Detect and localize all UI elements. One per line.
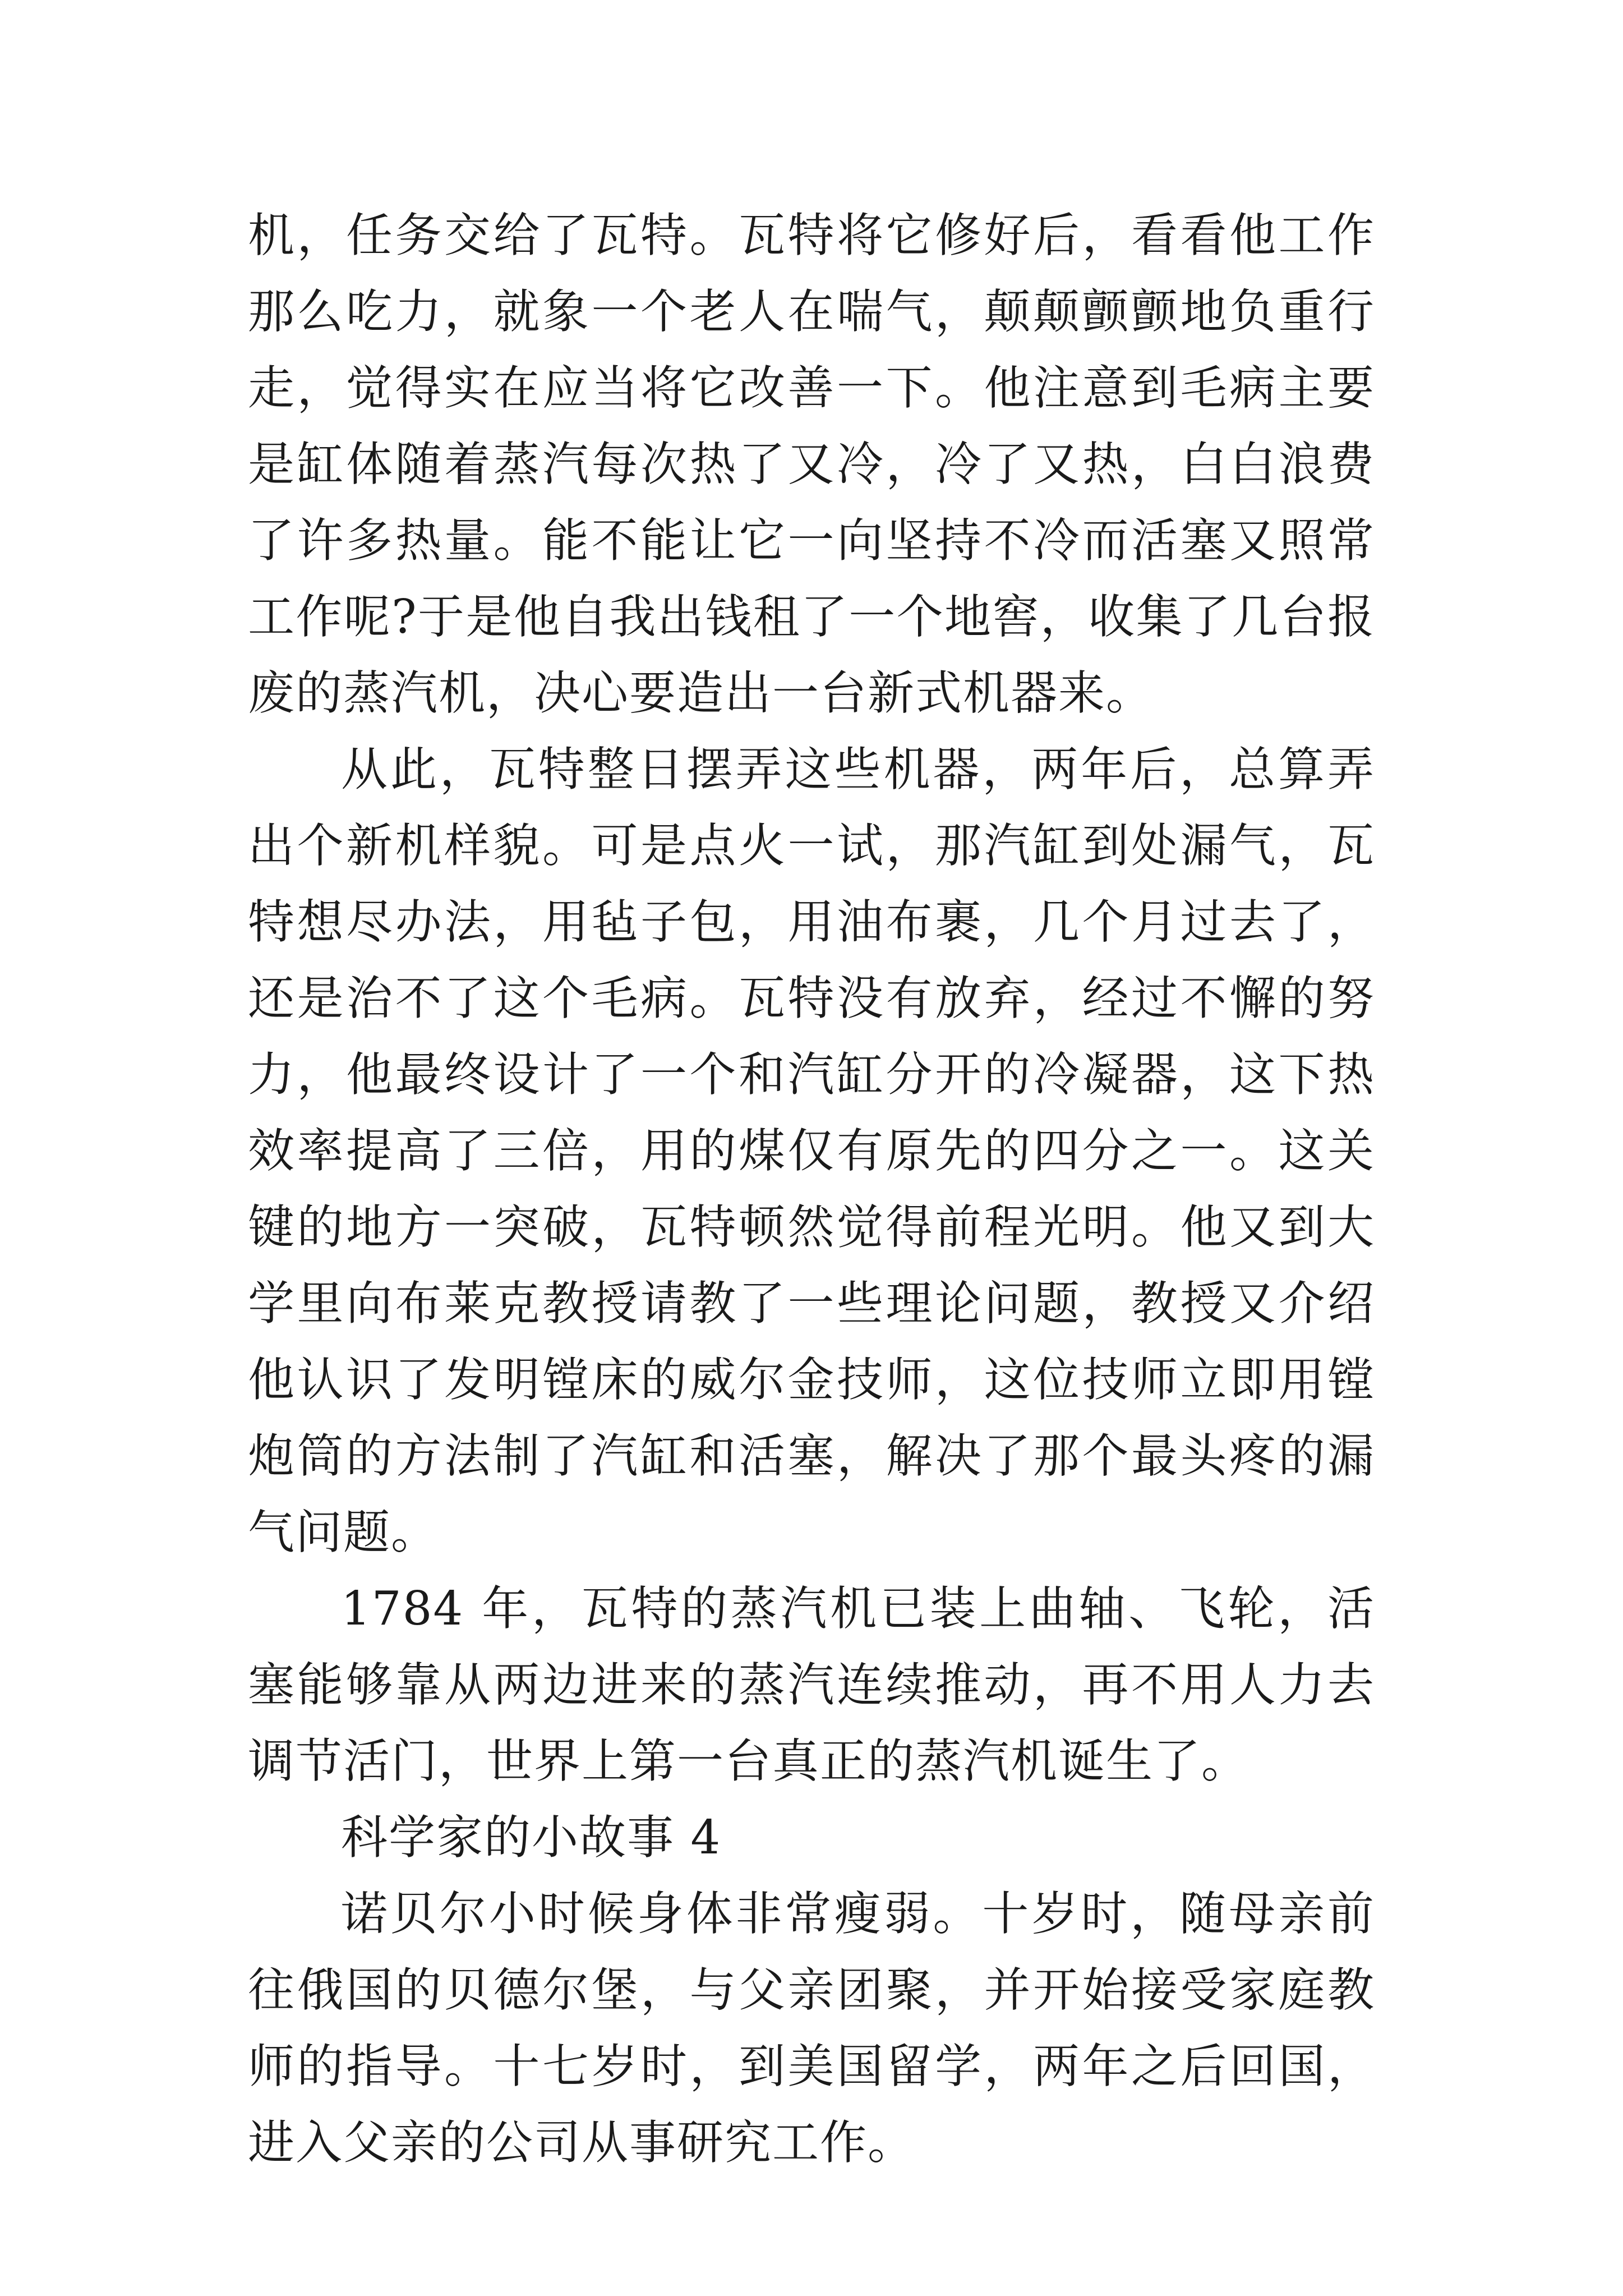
section-heading: 科学家的小故事 4 <box>341 1810 722 1865</box>
paragraph-watt-1784: 1784 年，瓦特的蒸汽机已装上曲轴、飞轮，活塞能够靠从两边进来的蒸汽连续推动，再不用人力去调节活门，世界上第一台真正的蒸汽机诞生了。 <box>248 1581 1375 1788</box>
paragraph-nobel-childhood: 诺贝尔小时候身体非常瘦弱。十岁时，随母亲前往俄国的贝德尔堡，与父亲团聚，并开始接受家庭教师的指导。十七岁时，到美国留学，两年之后回国，进入父亲的公司从事研究工作。 <box>248 1887 1375 2170</box>
document-body <box>248 197 1375 2181</box>
paragraph-watt-improvement: 机，任务交给了瓦特。瓦特将它修好后，看看他工作那么吃力，就象一个老人在喘气，颠颠颤颤地负重行走，觉得实在应当将它改善一下。他注意到毛病主要是缸体随着蒸汽每次热了又冷，冷了又热，白白浪费了许多热量。能不能让它一向坚持不冷而活塞又照常工作呢?于是他自我出钱租了一个地窖，收集了几台报废的蒸汽机，决心要造出一台新式机器来。 <box>248 208 1375 720</box>
paragraph-watt-condenser: 从此，瓦特整日摆弄这些机器，两年后，总算弄出个新机样貌。可是点火一试，那汽缸到处漏气，瓦特想尽办法，用毡子包，用油布裹，几个月过去了，还是治不了这个毛病。瓦特没有放弃，经过不懈的努力，他最终设计了一个和汽缸分开的冷凝器，这下热效率提高了三倍，用的煤仅有原先的四分之一。这关键的地方一突破，瓦特顿然觉得前程光明。他又到大学里向布莱克教授请教了一些理论问题，教授又介绍他认识了发明镗床的威尔金技师，这位技师立即用镗炮筒的方法制了汽缸和活塞，解决了那个最头疼的漏气问题。 <box>248 742 1375 1559</box>
